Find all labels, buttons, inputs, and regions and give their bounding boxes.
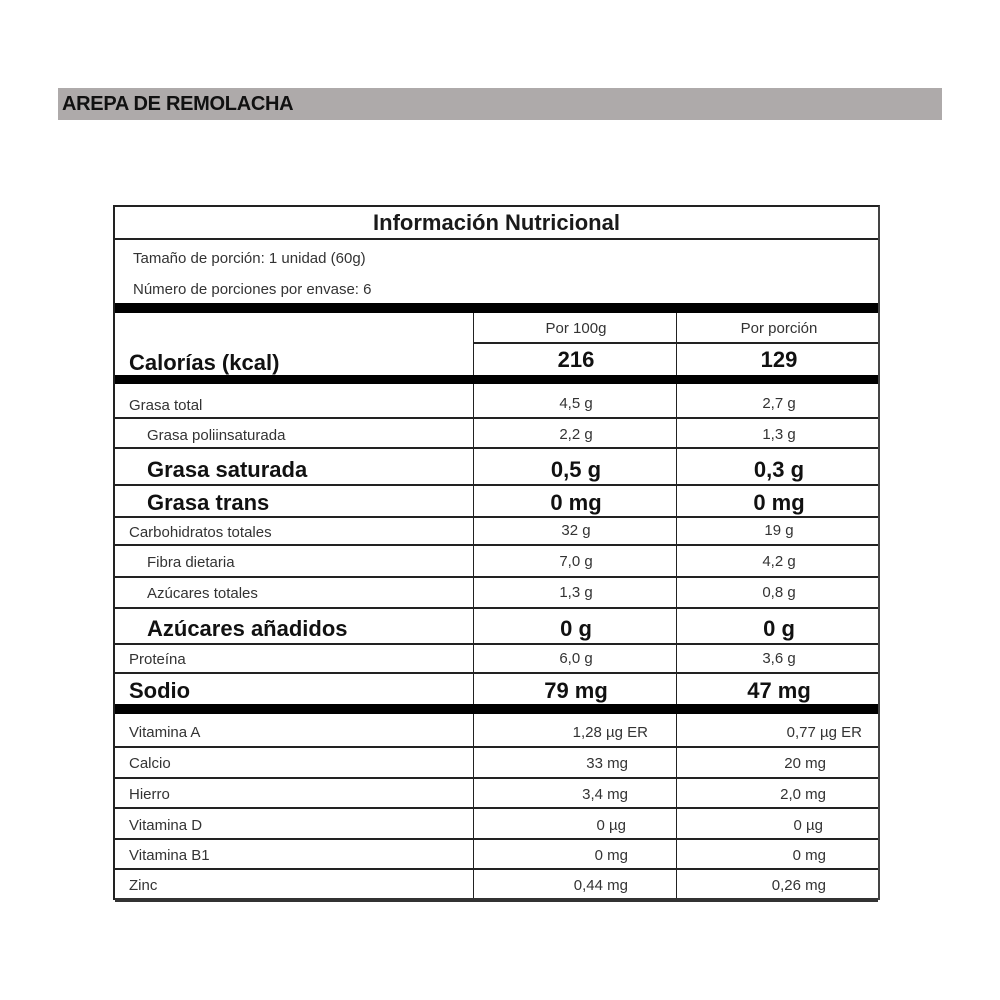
document-title-bar	[58, 88, 942, 120]
divider	[115, 777, 878, 779]
divider	[115, 447, 878, 449]
thick-divider	[115, 704, 878, 714]
nutrient-per100g: 32 g	[561, 522, 591, 539]
micronutrient-per-serving: 2,0 mg	[780, 786, 826, 803]
micronutrient-per100g: 33 mg	[586, 755, 628, 772]
micronutrient-name: Vitamina D	[129, 817, 203, 834]
nutrient-name: Proteína	[129, 651, 186, 668]
nutrient-per-serving: 19 g	[764, 522, 794, 539]
micronutrient-per100g: 0 mg	[594, 847, 628, 864]
nutrient-per-serving: 2,7 g	[762, 395, 796, 412]
nutrient-per100g: 2,2 g	[559, 426, 593, 443]
micronutrient-per-serving: 0,77 µg ER	[786, 724, 862, 741]
micronutrient-per100g: 3,4 mg	[582, 786, 628, 803]
micronutrient-per100g: 0 µg	[596, 817, 626, 834]
micronutrient-name: Vitamina A	[129, 724, 201, 741]
micronutrient-name: Vitamina B1	[129, 847, 210, 864]
servings-per-container: Número de porciones por envase: 6	[133, 281, 372, 298]
nutrient-per-serving: 0,8 g	[762, 584, 796, 601]
nutrient-name: Sodio	[129, 678, 191, 703]
nutrient-per-serving: 0,3 g	[753, 457, 805, 482]
micronutrient-per-serving: 20 mg	[784, 755, 826, 772]
nutrient-per-serving: 3,6 g	[762, 650, 796, 667]
nutrient-per-serving: 0 g	[763, 616, 795, 641]
divider	[115, 607, 878, 609]
nutrient-per100g: 7,0 g	[559, 553, 593, 570]
divider	[115, 544, 878, 546]
nutrient-name: Azúcares añadidos	[147, 616, 348, 641]
calories-label: Calorías (kcal)	[129, 350, 280, 375]
nutrient-per-serving: 0 mg	[753, 490, 805, 515]
divider	[115, 807, 878, 809]
divider	[115, 516, 878, 518]
divider	[115, 238, 878, 240]
micronutrient-name: Hierro	[129, 786, 170, 803]
micronutrient-per-serving: 0 mg	[792, 847, 826, 864]
serving-size: Tamaño de porción: 1 unidad (60g)	[133, 250, 366, 267]
micronutrient-name: Calcio	[129, 755, 171, 772]
nutrient-per-serving: 1,3 g	[762, 426, 796, 443]
micronutrient-per100g: 0,44 mg	[573, 877, 628, 894]
nutrient-name: Grasa trans	[147, 490, 270, 515]
nutrient-per-serving: 4,2 g	[762, 553, 796, 570]
nutrient-per100g: 0,5 g	[550, 457, 602, 482]
nutrition-facts-table	[113, 205, 880, 900]
divider	[115, 868, 878, 870]
nutrient-per100g: 4,5 g	[559, 395, 593, 412]
bottom-border	[115, 898, 878, 902]
col-header-per100g: Por 100g	[545, 320, 607, 337]
nutrient-name: Grasa saturada	[147, 457, 308, 482]
divider	[115, 576, 878, 578]
nutrient-name: Azúcares totales	[147, 585, 258, 602]
calories-per-serving: 129	[760, 347, 798, 372]
nutrient-name: Grasa poliinsaturada	[147, 427, 286, 444]
divider	[115, 838, 878, 840]
divider	[115, 417, 878, 419]
nutrient-name: Grasa total	[129, 397, 203, 414]
micronutrient-per-serving: 0 µg	[793, 817, 823, 834]
nutrient-per100g: 79 mg	[544, 678, 608, 703]
micronutrient-name: Zinc	[129, 877, 158, 894]
micronutrient-per100g: 1,28 µg ER	[572, 724, 648, 741]
document-title: AREPA DE REMOLACHA	[62, 93, 294, 115]
calories-per100g: 216	[557, 347, 595, 372]
thick-divider	[115, 303, 878, 313]
divider	[115, 643, 878, 645]
nutrient-name: Carbohidratos totales	[129, 524, 272, 541]
thick-divider	[115, 375, 878, 384]
divider	[115, 746, 878, 748]
divider	[115, 672, 878, 674]
nutrition-heading: Información Nutricional	[373, 210, 620, 235]
nutrient-per100g: 0 mg	[550, 490, 602, 515]
micronutrient-per-serving: 0,26 mg	[771, 877, 826, 894]
col-header-per-serving: Por porción	[740, 320, 818, 337]
nutrient-per100g: 0 g	[560, 616, 592, 641]
nutrient-name: Fibra dietaria	[147, 554, 235, 571]
divider	[115, 484, 878, 486]
nutrient-per100g: 6,0 g	[559, 650, 593, 667]
nutrient-per-serving: 47 mg	[747, 678, 811, 703]
divider	[473, 342, 878, 344]
nutrient-per100g: 1,3 g	[559, 584, 593, 601]
